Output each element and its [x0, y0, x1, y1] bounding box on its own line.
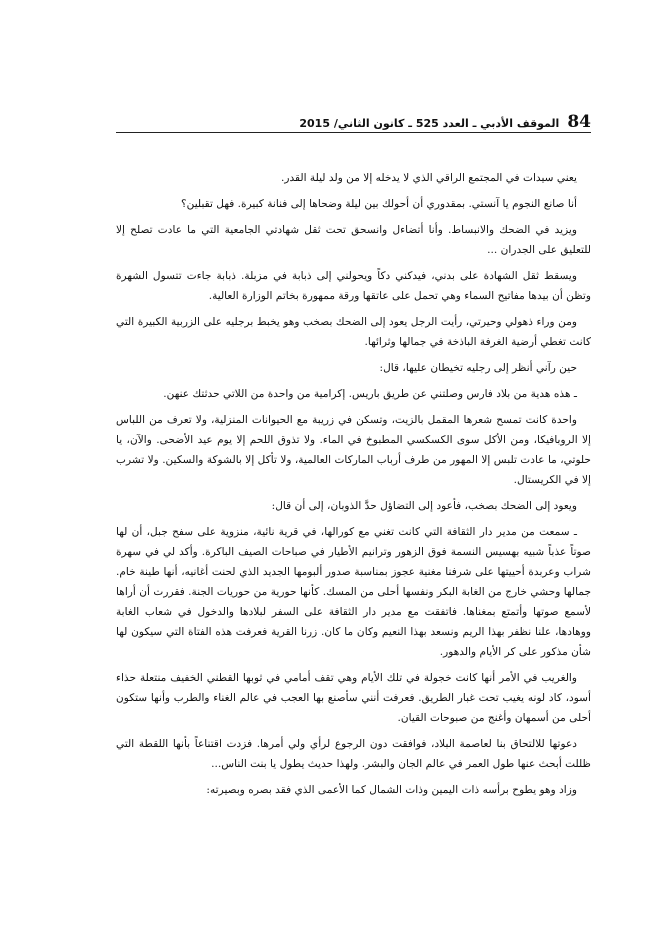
paragraph: واحدة كانت تمسح شعرها المقمل بالزيت، وتسكن في زريبة مع الحيوانات المنزلية، ولا تعرف من اللباس إلا الروبافيكا، ومن الأكل سوى الكسكسي المطبوخ في الماء. ولا تذوق اللحم إلا يوم عيد الأضحى. والآن، يا حلوتي، ما عادت تلبس إلا المهور من طرف أرباب الماركات العالمية، ولا تأكل إلا بالشوكة والسكين. ولا تشرب إلا في الكريستال.: [116, 414, 591, 486]
paragraph: أنا صانع النجوم يا آنستي. بمقدوري أن أحولك بين ليلة وضحاها إلى فنانة كبيرة. فهل تقبلين؟: [181, 198, 577, 210]
paragraph: ويعود إلى الضحك بصخب، فأعود إلى التضاؤل حدَّ الذوبان، إلى أن قال:: [271, 500, 577, 512]
article-body: [116, 168, 591, 806]
paragraph: ومن وراء ذهولي وحيرتي، رأيت الرجل يعود إلى الضحك بصخب وهو يخبط برجليه على الزربية الكبيرة التي كانت تغطي أرضية الغرفة الباذخة في جمالها وثرائها.: [116, 316, 591, 348]
page-header: [116, 103, 591, 131]
paragraph: دعوتها للالتحاق بنا لعاصمة البلاد، فوافقت دون الرجوع لرأي ولي أمرها. فزدت اقتناعاً بأنها اللقطة التي ظللت أبحث عنها طول العمر في عالم الجان والبشر. ولهذا حديث يطول يا بنت الناس...: [116, 738, 591, 770]
paragraph: ـ سمعت من مدير دار الثقافة التي كانت تغني مع كورالها، في قرية نائية، منزوية على سفح جبل، أن لها صوتاً عذباً شبيه بهسيس النسمة فوق الزهور وترانيم الأطيار في صباحات الصيف الباكرة. وأكد لي في سهرة شراب وعربدة أحييتها على شرفنا مغنية عجوز بمناسبة صدور ألبومها الجديد الذي لحنت أغانيه، أنها طينة خام. جمالها وحشي خارج من الغابة البكر ونفسها أحلى من المسك. كأنها حورية من حوريات الجنة. فقررت أن أراها لأسمع صوتها وأتمتع بمغناها. فاتفقت مع مدير دار الثقافة على السفر لبلادها والدخول في شعاب الغابة ووهادها، علنا نظفر بهذا الريم ونسعد بهذا النعيم وكان ما كان. زرنا القرية فعرفت هذه الفتاة التي سيكون لها شأن مذكور على كر الأيام والدهور.: [116, 526, 591, 658]
paragraph: حين رآني أنظر إلى رجليه تخيطان عليها، قال:: [379, 362, 577, 374]
page-number: 84: [567, 112, 591, 132]
header-divider: [116, 132, 591, 133]
paragraph: ويسقط ثقل الشهادة على بدني، فيدكني دكاً ويحولني إلى ذبابة في مزبلة. ذبابة جاءت تتسول الشهرة وتظن أن بيدها مفاتيح السماء وهي تحمل على عاتقها ورقة ممهورة بخاتم الوزارة العالية.: [116, 270, 591, 302]
paragraph: ـ هذه هدية من بلاد فارس وصلتني عن طريق باريس. إكرامية من واحدة من اللاتي حدثتك عنهن.: [163, 388, 577, 400]
paragraph: وزاد وهو يطوح برأسه ذات اليمين وذات الشمال كما الأعمى الذي فقد بصره وبصيرته:: [206, 784, 577, 796]
paragraph: والغريب في الأمر أنها كانت خجولة في تلك الأيام وهي تقف أمامي في ثوبها القطني الخفيف منتعلة حذاء أسود، كاد لونه يغيب تحت غبار الطريق. فعرفت أنني سأصنع بها العجب في عالم الغناء والطرب وأنها ستكون أحلى من أسمهان وأغنج من صبوحات القيان.: [116, 672, 591, 724]
paragraph: ويزيد في الضحك والانبساط. وأنا أتضاءل وانسحق تحت ثقل شهادتي الجامعية التي ما عادت تصلح إلا للتعليق على الجدران ...: [116, 224, 591, 256]
paragraph: يعني سيدات في المجتمع الراقي الذي لا يدخله إلا من ولد ليلة القدر.: [280, 172, 577, 184]
journal-issue-info: الموقف الأدبي ـ العدد 525 ـ كانون الثاني/ 2015: [299, 117, 560, 130]
